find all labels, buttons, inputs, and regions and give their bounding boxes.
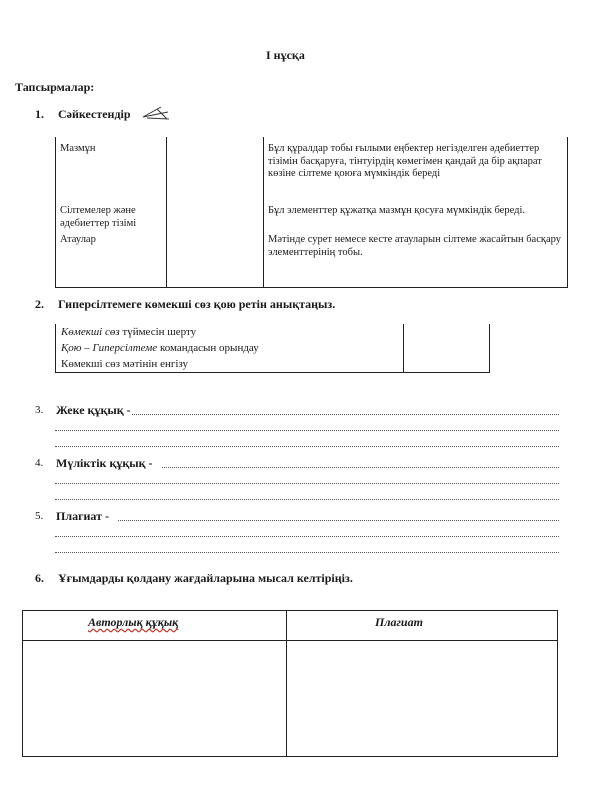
q1-table-border (567, 137, 568, 287)
q4-number: 4. (35, 457, 44, 469)
answer-line (55, 446, 559, 447)
answer-line (55, 430, 559, 431)
q1-right-item: Мәтінде сурет немесе кесте атауларын сілтеме жасайтын басқару элементтерінің тобы. (268, 234, 561, 258)
q2-table-border (489, 324, 490, 372)
q6-label: Ұғымдарды қолдану жағдайларына мысал келтіріңіз. (58, 571, 353, 585)
q2-step-1: Көмекші сөз түймесін шерту (61, 326, 197, 338)
tasks-heading: Тапсырмалар: (15, 80, 95, 94)
q1-table-divider (263, 137, 264, 287)
answer-line (162, 467, 559, 468)
answer-line (55, 536, 559, 537)
q2-table-divider (403, 324, 404, 372)
answer-line (55, 483, 559, 484)
q6-number: 6. (35, 571, 44, 585)
q6-col-copyright: Авторлық құқық (88, 615, 179, 629)
page-title: І нұсқа (266, 48, 305, 62)
q3-number: 3. (35, 404, 44, 416)
match-lines-icon (141, 103, 171, 121)
q1-left-item: Сілтемелер және әдебиеттер тізімі (60, 205, 137, 229)
q1-table-border (55, 137, 56, 287)
q5-number: 5. (35, 510, 44, 522)
q1-table-divider (166, 137, 167, 287)
answer-line (118, 520, 559, 521)
q2-table-border (55, 324, 56, 372)
q4-label: Мүліктік құқық - (56, 456, 153, 470)
q2-number: 2. (35, 297, 44, 311)
answer-line (55, 552, 559, 553)
q3-label: Жеке құқық - (56, 403, 131, 417)
answer-line (132, 414, 559, 415)
q1-number: 1. (35, 107, 44, 121)
q1-table-bottom (55, 287, 568, 288)
q1-right-item: Бұл құралдар тобы ғылыми еңбектер негізделген әдебиеттер тізімін басқаруға, тінтуірдің көмегімен қандай да бір ақпарат көзіне сілтеме қоюға мүмкіндік береді (268, 143, 542, 179)
q1-label: Сәйкестендір (58, 107, 131, 121)
q6-col-plagiarism: Плагиат (375, 615, 423, 629)
answer-line (55, 499, 559, 500)
q5-label: Плагиат - (56, 509, 110, 523)
q6-table-header-line (22, 640, 558, 641)
q6-table-divider (286, 610, 287, 757)
q2-label: Гиперсілтемеге көмекші сөз қою ретін анықтаңыз. (58, 297, 336, 311)
q2-step-2: Қою – Гиперсілтеме командасын орындау (61, 342, 259, 354)
q2-step-3: Көмекші сөз мәтінін енгізу (61, 358, 189, 370)
q2-table-bottom (55, 372, 490, 373)
q1-left-item: Атаулар (60, 234, 96, 245)
q1-right-item: Бұл элементтер құжатқа мазмұн қосуға мүмкіндік береді. (268, 205, 525, 216)
q1-left-item: Мазмұн (60, 143, 96, 154)
q6-table (22, 610, 558, 757)
